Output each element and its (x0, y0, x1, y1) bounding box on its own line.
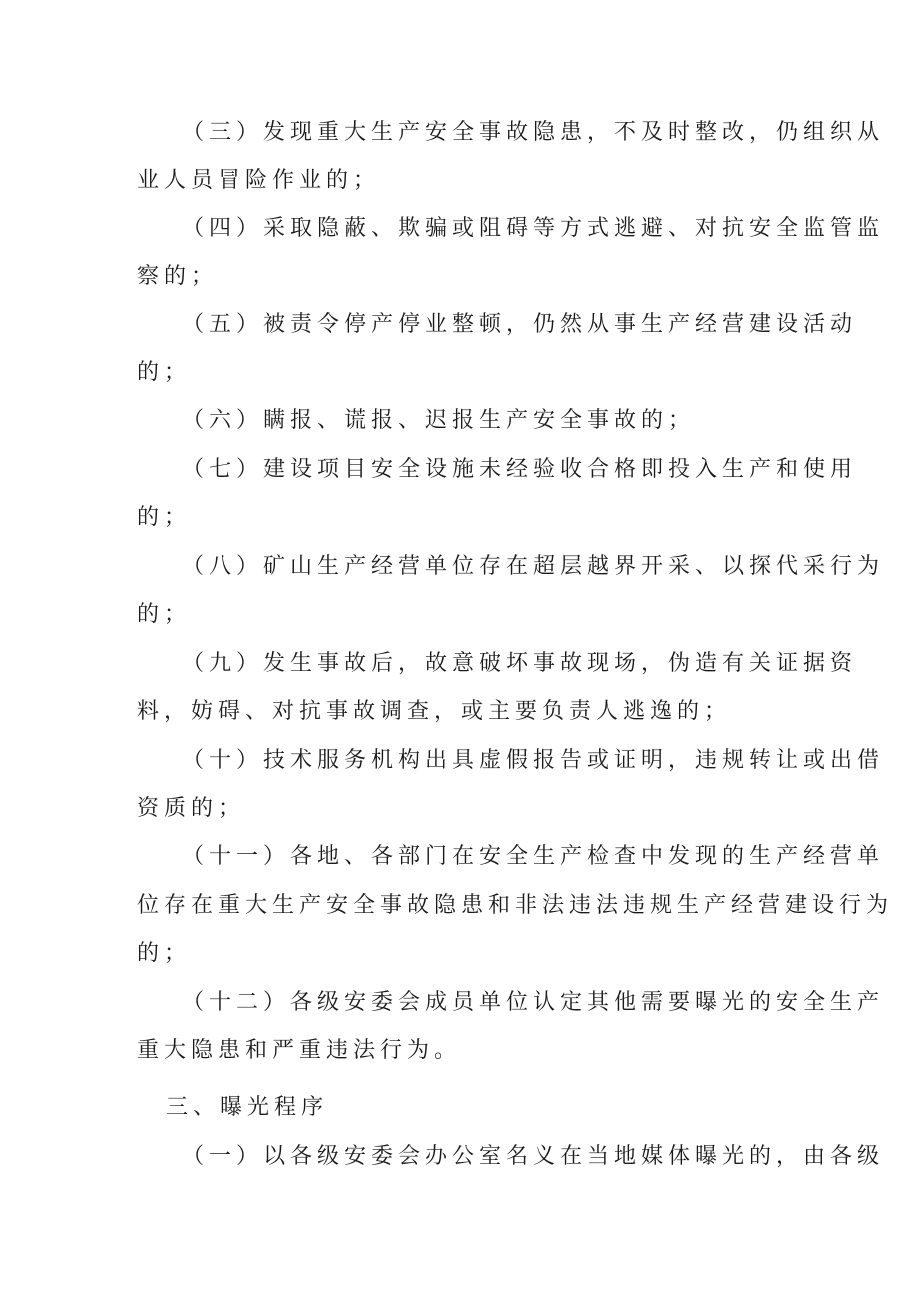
item-7-line-2: 的； (137, 505, 192, 530)
item-8-line-1: （八）矿山生产经营单位存在超层越界开采、以探代采行为 (182, 554, 885, 579)
item-9-line-2: 料，妨碍、对抗事故调查，或主要负责人逃逸的； (137, 699, 732, 724)
item-11-line-3: 的； (137, 941, 192, 966)
item-8-line-2: 的； (137, 602, 192, 627)
item-5-line-1: （五）被责令停产停业整顿，仍然从事生产经营建设活动 (182, 312, 858, 337)
item-3-line-1: （三）发现重大生产安全事故隐患，不及时整改，仍组织从 (182, 120, 885, 145)
section-heading: 三、曝光程序 (166, 1095, 329, 1120)
item-11-line-2: 位存在重大生产安全事故隐患和非法违法违规生产经营建设行为 (137, 893, 894, 918)
procedure-1-line-1: （一）以各级安委会办公室名义在当地媒体曝光的，由各级 (182, 1144, 885, 1169)
item-4-line-1: （四）采取隐蔽、欺骗或阻碍等方式逃避、对抗安全监管监 (182, 216, 885, 241)
item-4-line-2: 察的； (137, 264, 219, 289)
item-11-line-1: （十一）各地、各部门在安全生产检查中发现的生产经营单 (182, 844, 885, 869)
item-7-line-1: （七）建设项目安全设施未经验收合格即投入生产和使用 (182, 457, 858, 482)
item-9-line-1: （九）发生事故后，故意破坏事故现场，伪造有关证据资 (182, 651, 858, 676)
item-12-line-1: （十二）各级安委会成员单位认定其他需要曝光的安全生产 (182, 990, 885, 1015)
item-6-line-1: （六）瞒报、谎报、迟报生产安全事故的； (182, 408, 696, 433)
item-10-line-2: 资质的； (137, 796, 246, 821)
item-3-line-2: 业人员冒险作业的； (137, 168, 381, 193)
item-5-line-2: 的； (137, 360, 192, 385)
item-12-line-2: 重大隐患和严重违法行为。 (137, 1038, 462, 1063)
item-10-line-1: （十）技术服务机构出具虚假报告或证明，违规转让或出借 (182, 748, 885, 773)
